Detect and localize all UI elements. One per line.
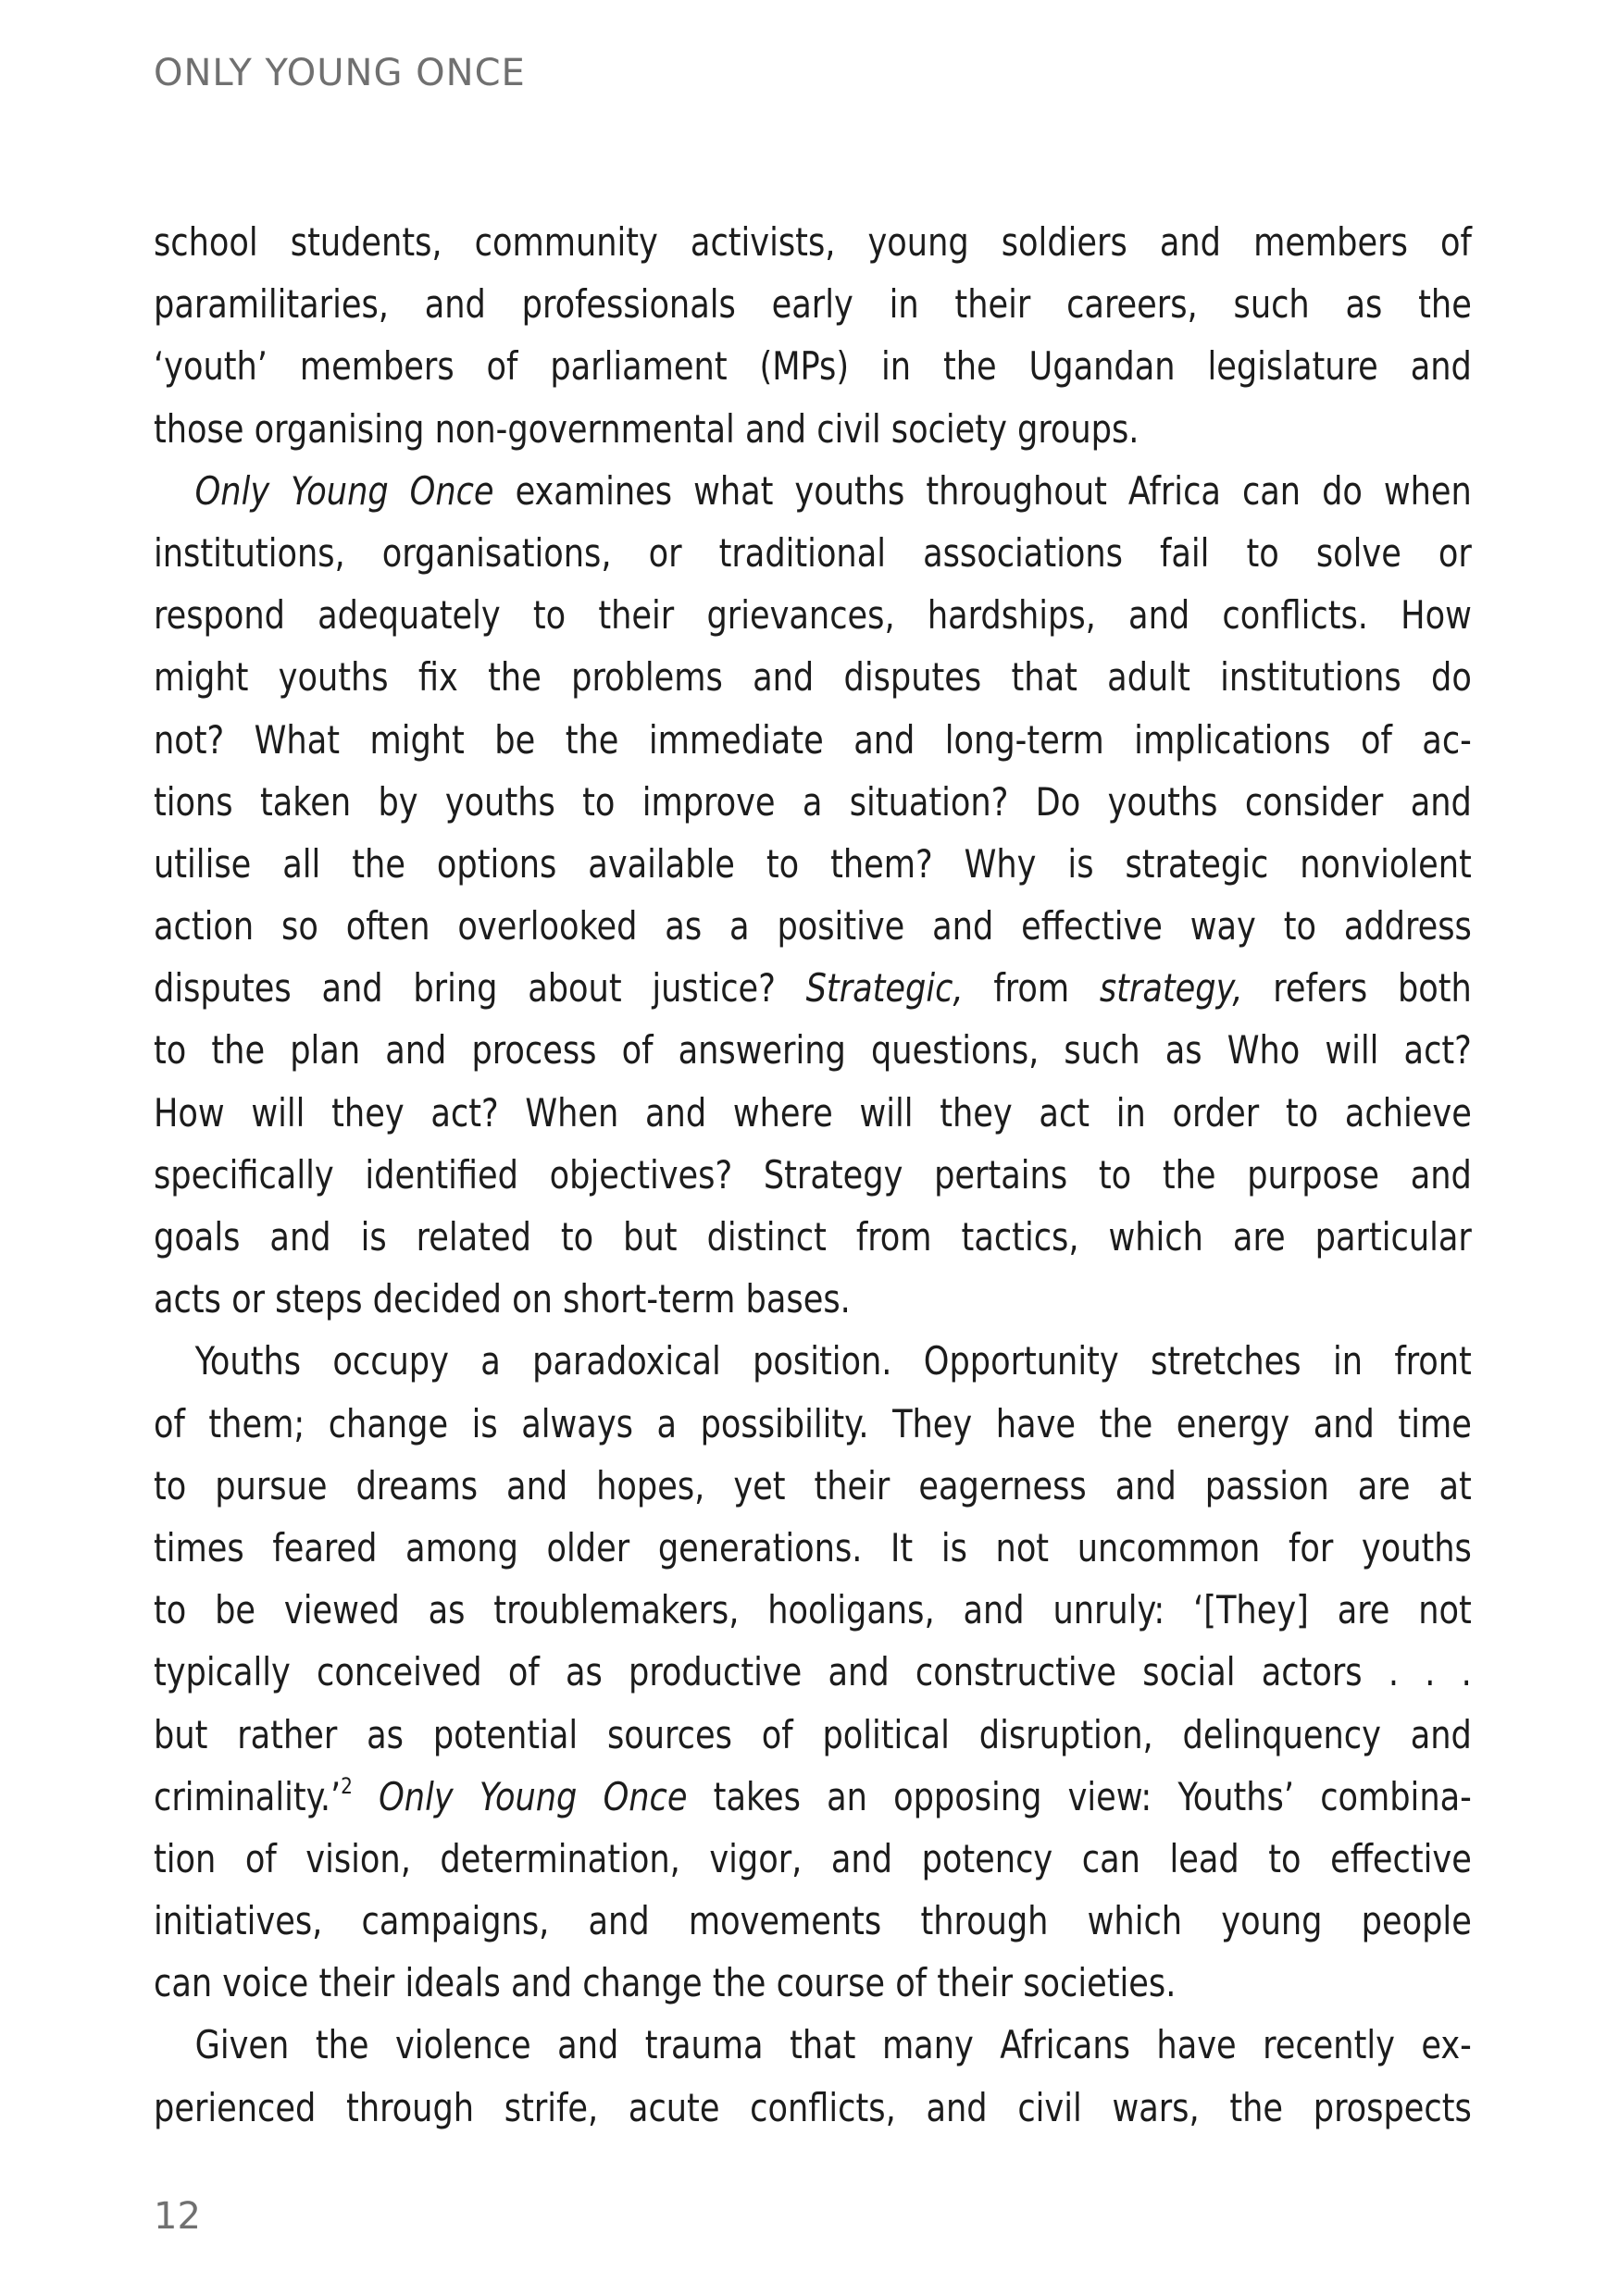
text-line <box>154 2077 1472 2139</box>
text-line <box>154 1206 1472 1268</box>
text-line <box>154 1890 1472 1952</box>
line-text: to the plan and process of answering questions, such as Who will act? <box>154 1027 1472 1074</box>
line-text: typically conceived of as productive and constructive social actors . . . <box>154 1649 1472 1695</box>
text-line <box>154 1019 1472 1081</box>
line-text: but rather as potential sources of political disruption, delinquency and <box>154 1711 1472 1757</box>
footnote-ref: 2 <box>341 1772 353 1799</box>
line-text: perienced through strife, acute conflicts, and civil wars, the prospects <box>154 2084 1472 2130</box>
text-line <box>154 273 1472 335</box>
line-text: to pursue dreams and hopes, yet their eagerness and passion are at <box>154 1462 1472 1508</box>
text-line <box>154 2014 1472 2076</box>
text-line <box>154 895 1472 957</box>
text-line <box>154 335 1472 397</box>
line-text: disputes and bring about justice? <box>154 965 806 1011</box>
line-text: examines what youths throughout Africa can do when <box>493 467 1472 514</box>
line-text: institutions, organisations, or traditional associations fail to solve or <box>154 529 1472 576</box>
line-text: from <box>963 965 1100 1011</box>
italic-text: Only Young Once <box>352 1773 688 1819</box>
text-line <box>154 709 1472 771</box>
line-text: goals and is related to but distinct from tactics, which are particular <box>154 1214 1472 1260</box>
text-line <box>154 584 1472 646</box>
line-text: not? What might be the immediate and long-term implications of ac- <box>154 716 1472 763</box>
body-text <box>154 211 1472 2139</box>
line-text: might youths fix the problems and disputes that adult institutions do <box>154 654 1472 701</box>
text-line <box>154 1330 1472 1392</box>
page-number: 12 <box>154 2195 201 2238</box>
text-line <box>154 460 1472 522</box>
text-line <box>154 398 1379 460</box>
line-text: How will they act? When and where will they act in order to achieve <box>154 1089 1472 1136</box>
text-line <box>154 211 1472 273</box>
line-text: to be viewed as troublemakers, hooligans, and unruly: ‘[They] are not <box>154 1587 1472 1633</box>
text-line <box>154 833 1472 895</box>
text-line <box>154 1766 1472 1828</box>
text-line <box>154 1268 1379 1330</box>
line-text: initiatives, campaigns, and movements through which young people <box>154 1898 1472 1944</box>
line-text: school students, community activists, young soldiers and members of <box>154 219 1472 265</box>
line-text: takes an opposing view: Youths’ combina- <box>687 1773 1472 1819</box>
text-line <box>154 1952 1379 2014</box>
line-text: refers both <box>1242 965 1472 1011</box>
line-text: action so often overlooked as a positive and effective way to address <box>154 903 1472 949</box>
line-text: specifically identified objectives? Strategy pertains to the purpose and <box>154 1151 1472 1198</box>
text-line <box>154 1455 1472 1517</box>
italic-text: strategy, <box>1099 965 1243 1011</box>
line-text: respond adequately to their grievances, hardships, and conflicts. How <box>154 592 1472 639</box>
text-line <box>154 646 1472 708</box>
line-text: of them; change is always a possibility. They have the energy and time <box>154 1400 1472 1446</box>
line-text: tion of vision, determination, vigor, and potency can lead to effective <box>154 1835 1472 1881</box>
line-text: times feared among older generations. It is not uncommon for youths <box>154 1524 1472 1570</box>
line-text: Youths occupy a paradoxical position. Opportunity stretches in front <box>194 1338 1472 1384</box>
italic-text: Only Young Once <box>194 467 494 514</box>
text-line <box>154 1828 1472 1890</box>
line-text: acts or steps decided on short-term bases. <box>154 1276 851 1322</box>
line-text: tions taken by youths to improve a situation? Do youths consider and <box>154 778 1472 825</box>
line-text: can voice their ideals and change the course of their societies. <box>154 1960 1177 2006</box>
line-text: Given the violence and trauma that many Africans have recently ex- <box>194 2022 1472 2068</box>
text-line <box>154 1144 1472 1206</box>
line-text: utilise all the options available to them? Why is strategic nonviolent <box>154 840 1472 887</box>
text-line <box>154 1641 1472 1703</box>
text-line <box>154 1704 1472 1766</box>
text-line <box>154 1393 1472 1455</box>
line-text: criminality.’ <box>154 1773 342 1819</box>
text-line <box>154 1082 1472 1144</box>
line-text: ‘youth’ members of parliament (MPs) in the Ugandan legislature and <box>154 343 1472 390</box>
running-head: ONLY YOUNG ONCE <box>154 52 526 94</box>
text-line <box>154 1517 1472 1579</box>
text-line <box>154 1579 1472 1641</box>
text-line <box>154 771 1472 833</box>
line-text: those organising non-governmental and civil society groups. <box>154 405 1140 452</box>
line-text: paramilitaries, and professionals early in their careers, such as the <box>154 281 1472 328</box>
text-line <box>154 957 1472 1019</box>
text-line <box>154 522 1472 584</box>
italic-text: Strategic, <box>805 965 964 1011</box>
